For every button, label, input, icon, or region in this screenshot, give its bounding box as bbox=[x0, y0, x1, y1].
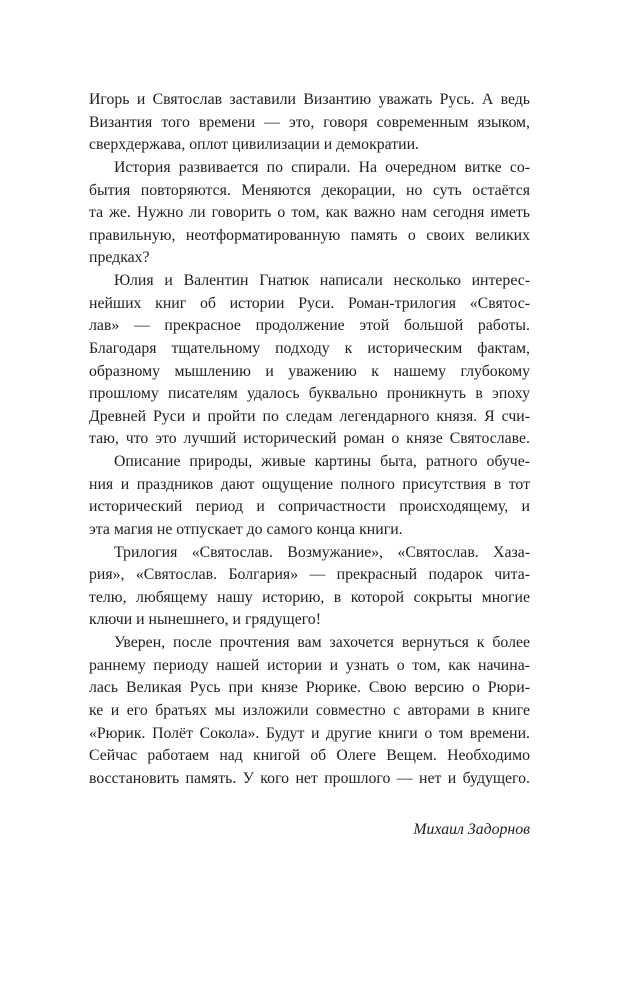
text-line: Трилогия «Святослав. Возмужание», «Святослав. Хаза- bbox=[114, 543, 530, 561]
text-line: ке и его братьях мы изложили совместно с авторами в книге bbox=[89, 701, 530, 719]
text-line: восстановить память. У кого нет прошлого — нет и будущего. bbox=[89, 769, 530, 787]
author-signature: Михаил Задорнов bbox=[413, 821, 530, 838]
text-line: Игорь и Святослав заставили Византию уважать Русь. А ведь bbox=[89, 91, 530, 108]
paragraph bbox=[89, 89, 530, 157]
body-text bbox=[89, 89, 530, 790]
text-line: таю, что это лучший исторический роман о князе Святославе. bbox=[89, 430, 530, 448]
text-line: правильную, неотформатированную память о своих великих bbox=[89, 226, 530, 244]
text-line: Описание природы, живые картины быта, ратного обуче- bbox=[114, 453, 530, 470]
paragraph bbox=[89, 632, 530, 790]
text-line: исторический период и сопричастности происходящему, и bbox=[89, 498, 530, 516]
text-line: нейших книг об истории Руси. Роман-трилогия «Святос- bbox=[89, 294, 530, 312]
text-line: Византия того времени — это, говоря современным языком, bbox=[89, 113, 530, 131]
paragraph bbox=[89, 542, 530, 633]
text-line: «Рюрик. Полёт Сокола». Будут и другие книги о том времени. bbox=[89, 724, 530, 742]
text-line: История развивается по спирали. На очередном витке со- bbox=[114, 158, 530, 176]
text-line: рия», «Святослав. Болгария» — прекрасный подарок чита- bbox=[89, 566, 530, 584]
text-line: лав» — прекрасное продолжение этой большой работы. bbox=[89, 317, 530, 335]
text-line: ключи и нынешнего, и грядущего! bbox=[89, 611, 321, 629]
text-line: Юлия и Валентин Гнатюк написали несколько интерес- bbox=[114, 272, 530, 289]
paragraph bbox=[89, 451, 530, 542]
text-line: лась Великая Русь при князе Рюрике. Свою версию о Рюри- bbox=[89, 679, 530, 697]
text-line: прошлому писателям удалось буквально проникнуть в эпоху bbox=[89, 385, 530, 403]
text-line: Древней Руси и пройти по следам легендарного князя. Я счи- bbox=[89, 407, 530, 425]
text-line: Благодаря тщательному подходу к историческим фактам, bbox=[89, 339, 530, 357]
text-line: бытия повторяются. Меняются декорации, но суть остаётся bbox=[89, 181, 530, 199]
text-line: раннему периоду нашей истории и узнать о том, как начина- bbox=[89, 656, 530, 674]
text-line: Сейчас работаем над книгой об Олеге Вещем. Необходимо bbox=[89, 747, 530, 765]
text-line: образному мышлению и уважению к нашему глубокому bbox=[89, 362, 530, 380]
text-line: ния и праздников дают ощущение полного присутствия в тот bbox=[89, 475, 530, 493]
paragraph bbox=[89, 270, 530, 451]
text-line: Уверен, после прочтения вам захочется вернуться к более bbox=[114, 634, 530, 651]
text-line: телю, любящему нашу историю, в которой сокрыты многие bbox=[89, 588, 530, 606]
text-line: сверхдержава, оплот цивилизации и демократии. bbox=[89, 136, 419, 154]
text-line: предках? bbox=[89, 249, 150, 267]
paragraph bbox=[89, 157, 530, 270]
text-line: эта магия не отпускает до самого конца книги. bbox=[89, 520, 403, 538]
text-line: та же. Нужно ли говорить о том, как важно нам сегодня иметь bbox=[89, 204, 530, 222]
